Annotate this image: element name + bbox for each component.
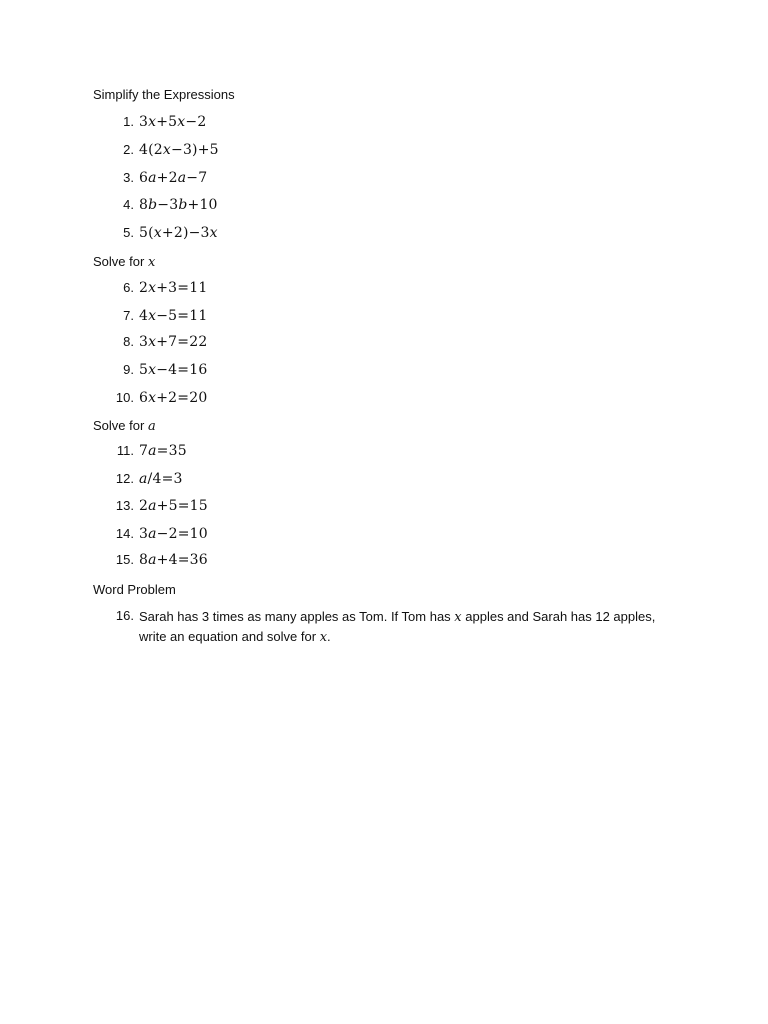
problem-expression: 3x+5x−2 [139, 114, 207, 130]
section-simplify [93, 86, 683, 241]
section-word-problem [93, 581, 683, 645]
problem-number: 9. [123, 362, 134, 377]
section-solve-a [93, 417, 683, 568]
section-heading-text: Solve for [93, 418, 145, 433]
problem-number: 3. [123, 170, 134, 185]
problem-expression: 2a+5=15 [139, 498, 208, 514]
problem-number: 1. [123, 114, 134, 129]
problem-expression: 4x−5=11 [139, 308, 208, 324]
problem-number: 8. [123, 334, 134, 349]
section-heading [93, 253, 683, 271]
problem-number: 2. [123, 142, 134, 157]
problem-expression: 5(x+2)−3x [139, 225, 218, 241]
problem-expression: 6x+2=20 [139, 390, 208, 406]
section-heading-variable: a [147, 419, 156, 434]
problem-expression: a/4=3 [139, 471, 183, 487]
problem-number: 16. [115, 608, 134, 623]
problem-number: 10. [115, 390, 134, 405]
word-problem-variable: x [454, 610, 462, 625]
word-problem-text-part: apples and Sarah has 12 apples, write an equation and solve for [139, 609, 656, 644]
problem-number: 7. [123, 308, 134, 323]
problem-number: 4. [123, 197, 134, 212]
problem-expression: 3x+7=22 [139, 334, 208, 350]
word-problem-text-part: Sarah has 3 times as many apples as Tom. If Tom has [139, 609, 451, 624]
problem-expression: 7a=35 [139, 443, 187, 459]
section-heading [93, 417, 683, 435]
section-heading-text: Solve for [93, 254, 145, 269]
problem-expression: 8b−3b+10 [139, 197, 218, 213]
section-heading-variable: x [147, 255, 156, 270]
word-problem-text [139, 607, 679, 647]
problem-expression: 5x−4=16 [139, 362, 208, 378]
word-problem-variable: x [319, 630, 328, 645]
section-solve-x [93, 253, 683, 406]
problem-expression: 8a+4=36 [139, 552, 208, 568]
problem-number: 14. [115, 526, 134, 541]
problem-expression: 3a−2=10 [139, 526, 208, 542]
problem-number: 12. [115, 471, 134, 486]
problem-number: 6. [123, 280, 134, 295]
problem-expression: 4(2x−3)+5 [139, 142, 219, 158]
problem-expression: 2x+3=11 [139, 280, 208, 296]
section-heading: Simplify the Expressions [93, 87, 235, 102]
problem-expression: 6a+2a−7 [139, 170, 208, 186]
problem-number: 15. [115, 552, 134, 567]
problem-number: 11. [116, 443, 134, 458]
section-heading: Word Problem [93, 582, 176, 597]
problem-number: 13. [115, 498, 134, 513]
word-problem-text-part: . [327, 629, 331, 644]
problem-number: 5. [123, 225, 134, 240]
